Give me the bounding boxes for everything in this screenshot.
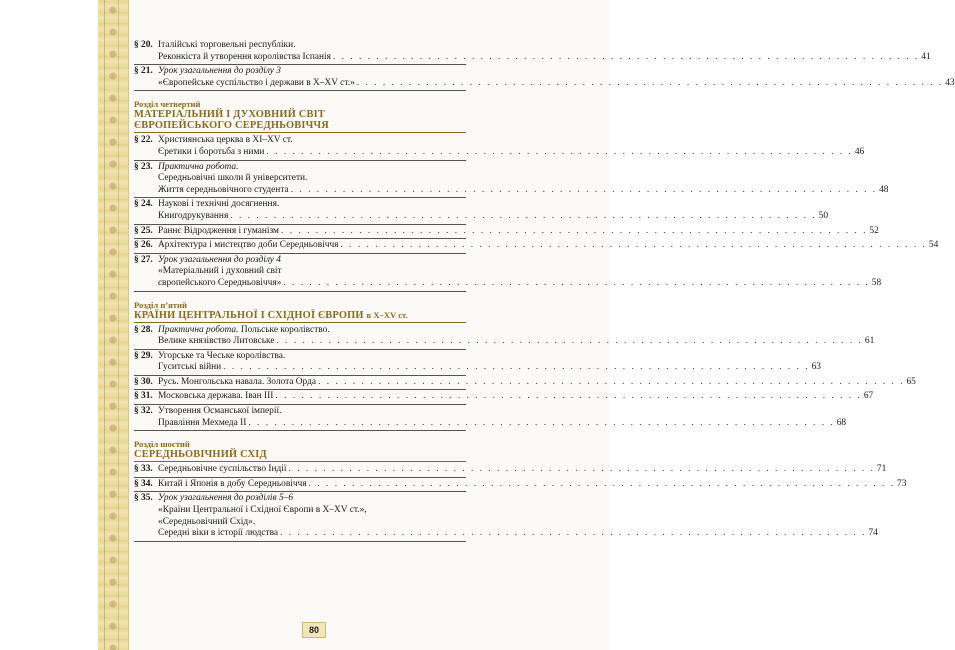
entry-title: Середні віки в історії людства [158, 528, 279, 539]
entry-number: § 21. [134, 66, 153, 77]
entry-title: Гуситські війни [158, 362, 222, 373]
entry-number: § 26. [134, 240, 153, 251]
entry-page[interactable]: 58 [871, 277, 882, 288]
entry-title: європейського Середньовіччя» [158, 277, 282, 288]
toc-entry-25 [134, 225, 879, 240]
entry-title: Реконкіста й утворення королівства Іспанія [158, 51, 331, 62]
entry-title: Китай і Японія в добу Середньовіччя [158, 478, 307, 489]
entry-number: § 34. [134, 478, 153, 489]
section-heading [134, 310, 466, 323]
toc-entry-26 [134, 240, 939, 254]
entry-title: Велике князівство Литовське [158, 336, 275, 347]
section-label: Розділ четвертий [134, 99, 201, 110]
toc-entry-28 [134, 324, 875, 350]
entry-title: «Середньовічний Схід». [158, 516, 256, 527]
section-title [134, 310, 466, 321]
section-title: МАТЕРІАЛЬНИЙ І ДУХОВНИЙ СВІТ [134, 109, 325, 121]
entry-title: Польське королівство. [240, 324, 330, 335]
entry-page[interactable]: 52 [869, 225, 879, 236]
section-title-main: КРАЇНИ ЦЕНТРАЛЬНОЇ І СХІДНОЇ ЄВРОПИ [134, 309, 364, 321]
entry-title: Русь. Монгольська навала. Золота Орда [158, 376, 317, 387]
entry-title: Єретики і боротьба з ними [158, 146, 265, 157]
entry-page[interactable]: 65 [906, 376, 916, 387]
toc-entry-31 [134, 391, 874, 405]
ornamental-border [98, 0, 129, 650]
entry-number: § 27. [134, 254, 153, 265]
entry-title: Утворення Османської імперії. [158, 406, 282, 417]
entry-title: Урок узагальнення до розділів 5–6 [158, 493, 294, 504]
entry-title: «Країни Центральної і Східної Європи в X–XV ст.», [158, 505, 367, 516]
section-label: Розділ шостий [134, 439, 190, 450]
entry-page[interactable]: 50 [818, 210, 829, 221]
entry-title: Угорське та Чеське королівства. [158, 350, 286, 361]
entry-number: § 30. [134, 376, 153, 387]
entry-number: § 23. [134, 161, 153, 172]
entry-title: Архітектура і мистецтво доби Середньовіччя [158, 240, 339, 251]
toc-entry-22 [134, 135, 865, 160]
entry-title: Московська держава. Іван III [158, 391, 274, 402]
toc-entry-21 [134, 66, 955, 91]
entry-number: § 35. [134, 493, 153, 504]
section-title: СЕРЕДНЬОВІЧНИЙ СХІД [134, 449, 267, 461]
toc-entry-32 [134, 406, 847, 431]
page-number: 80 [302, 622, 326, 638]
section-heading [134, 449, 466, 462]
section-label: Розділ п’ятий [134, 299, 187, 310]
entry-title: Книгодрукування [158, 210, 229, 221]
entry-number: § 31. [134, 391, 153, 402]
entry-title: Правління Мехмеда II [158, 417, 247, 428]
entry-title: Раннє Відродження і гуманізм [158, 225, 279, 236]
entry-page[interactable]: 68 [836, 417, 847, 428]
entry-title: Життя середньовічного студента [158, 184, 289, 195]
entry-title: Урок узагальнення до розділу 3 [158, 66, 281, 77]
entry-title: Наукові і технічні досягнення. [158, 199, 280, 210]
section-heading [134, 109, 466, 133]
entry-title-italic: Практична робота. [158, 324, 239, 335]
entry-page[interactable]: 74 [868, 528, 878, 539]
entry-title: Середньовічне суспільство Індії [158, 464, 287, 475]
toc-entry-35 [134, 493, 878, 541]
entry-page[interactable]: 43 [945, 77, 955, 88]
entry-number: § 25. [134, 225, 153, 236]
entry-number: § 29. [134, 350, 153, 361]
table-of-contents [134, 40, 955, 543]
toc-entry-23 [134, 161, 889, 199]
entry-title: Урок узагальнення до розділу 4 [158, 254, 281, 265]
toc-entry-27 [134, 254, 882, 292]
entry-page[interactable]: 46 [854, 146, 865, 157]
entry-page[interactable]: 61 [864, 336, 875, 347]
entry-page[interactable]: 67 [863, 391, 874, 402]
entry-title: Італійські торговельні республіки. [158, 40, 296, 50]
entry-title: «Європейське суспільство і держави в X–XV ст.» [158, 77, 355, 88]
section-title-tail: в X–XV ст. [366, 309, 408, 320]
entry-page[interactable]: 73 [897, 478, 907, 489]
entry-page[interactable]: 54 [928, 240, 939, 251]
entry-page[interactable]: 71 [876, 464, 887, 475]
entry-number: § 24. [134, 199, 153, 210]
entry-page[interactable]: 41 [921, 51, 931, 62]
entry-number: § 28. [134, 324, 153, 335]
entry-number: § 32. [134, 406, 153, 417]
toc-entry-24 [134, 199, 829, 224]
toc-entry-20 [134, 40, 931, 65]
toc-entry-33 [134, 464, 887, 478]
entry-page[interactable]: 48 [879, 184, 889, 195]
section-title: ЄВРОПЕЙСЬКОГО СЕРЕДНЬОВІЧЧЯ [134, 120, 329, 132]
entry-title: Християнська церква в XI–XV ст. [158, 135, 293, 146]
entry-number: § 22. [134, 135, 153, 146]
toc-entry-29 [134, 350, 821, 376]
entry-title: Середньовічні школи й університети. [158, 173, 308, 184]
entry-number: § 20. [134, 40, 153, 50]
entry-number: § 33. [134, 464, 153, 475]
entry-title: Практична робота. [158, 161, 239, 172]
entry-page[interactable]: 63 [811, 362, 821, 373]
toc-entry-34 [134, 478, 907, 493]
toc-entry-30 [134, 376, 916, 391]
entry-title: «Матеріальний і духовний світ [158, 266, 282, 277]
